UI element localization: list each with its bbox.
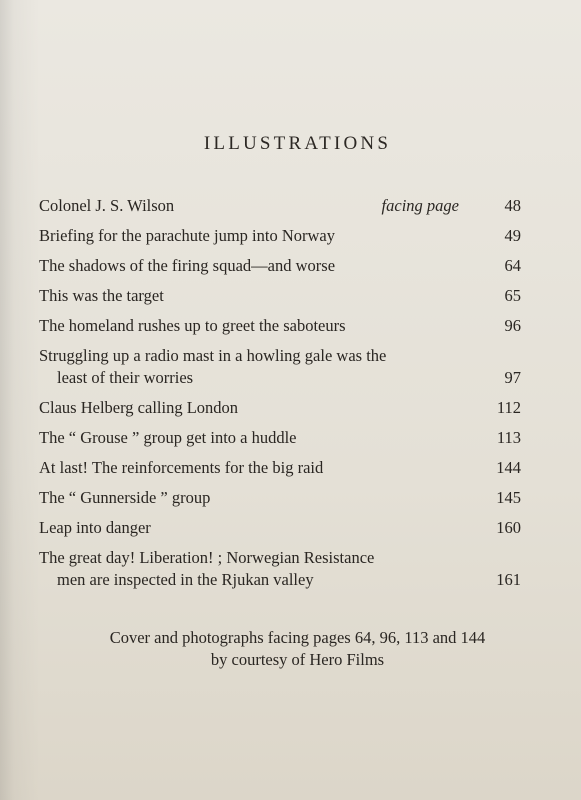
facing-page-label: facing page bbox=[381, 196, 459, 215]
entry-caption: Claus Helberg calling London bbox=[39, 398, 239, 417]
entry-page-number: 96 bbox=[504, 316, 521, 335]
list-item bbox=[39, 547, 521, 591]
entry-caption: The shadows of the firing squad—and worse bbox=[39, 256, 336, 275]
list-item bbox=[39, 457, 521, 479]
photo-credit bbox=[0, 627, 581, 671]
entry-page-number: 97 bbox=[504, 368, 521, 387]
entry-caption: Briefing for the parachute jump into Norway bbox=[39, 226, 335, 245]
credit-line-1: Cover and photographs facing pages 64, 96, 113 and 144 bbox=[109, 628, 486, 647]
list-item bbox=[39, 255, 521, 277]
entry-page-number: 161 bbox=[496, 570, 521, 589]
list-item bbox=[39, 315, 521, 337]
entry-page-number: 64 bbox=[504, 256, 521, 275]
list-item bbox=[39, 225, 521, 247]
list-item bbox=[39, 195, 521, 217]
entry-page-number: 160 bbox=[496, 518, 521, 537]
entry-page-number: 112 bbox=[496, 398, 521, 417]
entry-caption-continued: men are inspected in the Rjukan valley bbox=[57, 570, 314, 589]
credit-line-2: by courtesy of Hero Films bbox=[210, 650, 385, 669]
entry-caption: The great day! Liberation! ; Norwegian Resistance bbox=[39, 548, 375, 567]
list-item bbox=[39, 427, 521, 449]
entry-page-number: 65 bbox=[504, 286, 521, 305]
entry-page-number: 113 bbox=[496, 428, 521, 447]
entry-caption: The homeland rushes up to greet the saboteurs bbox=[39, 316, 346, 335]
entry-caption: Leap into danger bbox=[39, 518, 151, 537]
entry-page-number: 49 bbox=[504, 226, 521, 245]
list-item bbox=[39, 285, 521, 307]
list-item bbox=[39, 397, 521, 419]
entry-caption: The “ Grouse ” group get into a huddle bbox=[39, 428, 297, 447]
entry-caption: This was the target bbox=[39, 286, 164, 305]
entry-caption-continued: least of their worries bbox=[57, 368, 194, 387]
illustrations-list bbox=[39, 195, 521, 589]
entry-page-number: 144 bbox=[496, 458, 521, 477]
entry-caption: Colonel J. S. Wilson bbox=[39, 196, 175, 215]
entry-page-number: 145 bbox=[496, 488, 521, 507]
entry-page-number: 48 bbox=[504, 196, 521, 215]
list-item bbox=[39, 517, 521, 539]
entry-caption: The “ Gunnerside ” group bbox=[39, 488, 211, 507]
entry-caption: Struggling up a radio mast in a howling gale was the bbox=[39, 346, 387, 365]
list-item bbox=[39, 345, 521, 389]
entry-caption: At last! The reinforcements for the big raid bbox=[39, 458, 324, 477]
list-item bbox=[39, 487, 521, 509]
page-title: ILLUSTRATIONS bbox=[203, 133, 392, 154]
